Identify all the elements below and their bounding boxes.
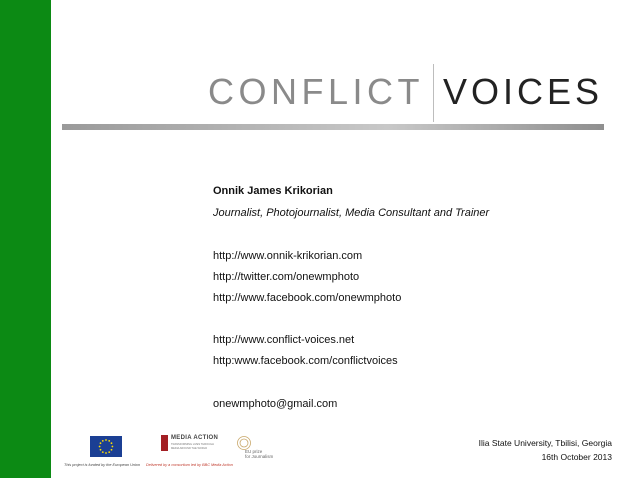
link-conflict-voices-site[interactable]: http://www.conflict-voices.net xyxy=(213,334,355,346)
media-action-subtitle: TRANSFORMING LIVES THROUGH MEDIA AROUND THE WORLD xyxy=(171,443,214,450)
logo-word-voices: VOICES xyxy=(443,71,604,112)
link-facebook[interactable]: http://www.facebook.com/onewmphoto xyxy=(213,292,402,304)
conflict-voices-logo xyxy=(200,62,614,124)
funding-note: This project is funded by the European Union xyxy=(64,463,140,467)
prize-text: EU prize for Journalism xyxy=(245,449,274,459)
logo-divider xyxy=(433,64,434,122)
speaker-role: Journalist, Photojournalist, Media Consultant and Trainer xyxy=(213,207,490,219)
eu-flag-logo xyxy=(90,436,122,457)
media-action-mark-icon xyxy=(161,435,168,451)
logo-word-conflict: CONFLICT xyxy=(208,71,424,112)
delivery-note: Delivered by a consortium led by BBC Media Action xyxy=(146,463,233,467)
link-twitter[interactable]: http://twitter.com/onewmphoto xyxy=(213,271,360,283)
venue-block xyxy=(479,436,612,464)
speaker-name: Onnik James Krikorian xyxy=(213,185,333,197)
email-address[interactable]: onewmphoto@gmail.com xyxy=(213,398,338,410)
link-personal-site[interactable]: http://www.onnik-krikorian.com xyxy=(213,250,363,262)
venue-place: Ilia State University, Tbilisi, Georgia xyxy=(478,438,612,448)
side-accent-bar xyxy=(0,0,51,478)
eu-prize-logo xyxy=(230,435,274,469)
link-conflict-voices-facebook[interactable]: http:www.facebook.com/conflictvoices xyxy=(213,355,398,367)
eu-stars-icon xyxy=(90,436,122,457)
bbc-media-action-logo xyxy=(161,435,219,457)
media-action-title: MEDIA ACTION xyxy=(171,435,219,441)
venue-date: 16th October 2013 xyxy=(541,452,612,462)
header-rule xyxy=(62,124,604,130)
